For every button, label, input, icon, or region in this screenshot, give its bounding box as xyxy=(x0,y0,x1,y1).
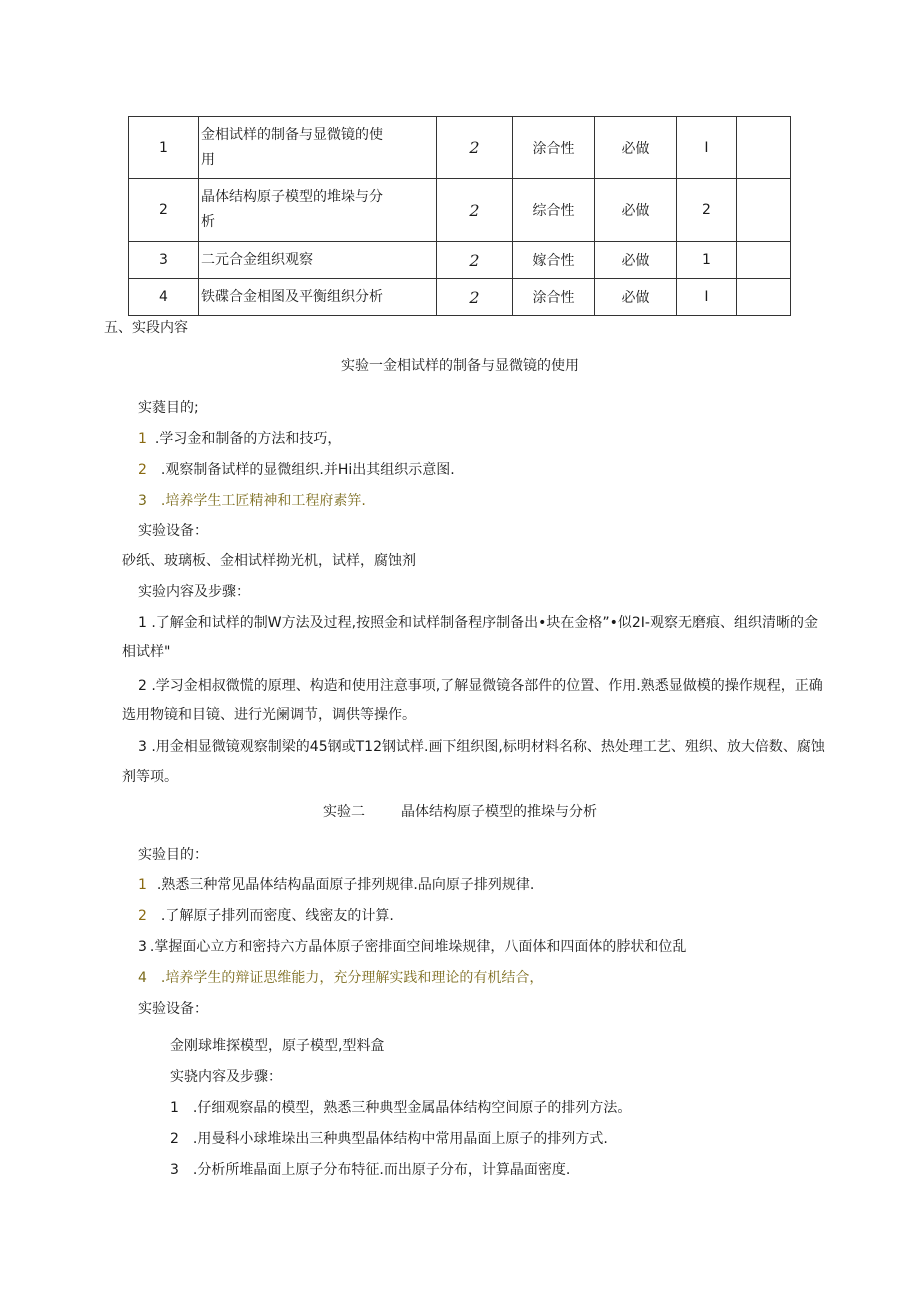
exp1-step3-line1: 3 .用金相显微镜观察制梁的45钢或T12钢试样.画下组织图,标明材料名称、热处理工艺、殂织、放大倍数、腐蚀 xyxy=(138,739,825,755)
cell-name: 铁碟合金相图及平衡组织分析 xyxy=(199,279,437,316)
item-text: .了解原子排列而密度、线密友的计算. xyxy=(160,908,394,924)
exp1-step1-line1: 1 .了解金和试样的制W方法及过程,按照金和试样制备程序制备出•块在金格”•似2I-观察无磨痕、组织清晰的金 xyxy=(138,615,818,631)
exp1-equipment-label: 实验设备： xyxy=(138,523,208,539)
exp2-equipment-label: 实验设备： xyxy=(138,1001,208,1017)
table-row xyxy=(129,279,791,316)
cell-no: 4 xyxy=(129,279,199,316)
cell-empty xyxy=(737,279,791,316)
cell-type: 嫁合性 xyxy=(513,242,595,279)
item-number: 1 xyxy=(138,877,147,893)
item-number: 1 xyxy=(138,431,147,447)
cell-hours: 2 xyxy=(437,242,513,279)
exp2-equipment: 金刚球堆探模型，原子模型,型料盒 xyxy=(170,1038,385,1054)
cell-no: 3 xyxy=(129,242,199,279)
exp1-purpose-item xyxy=(138,491,366,511)
item-number: 2 xyxy=(138,462,147,478)
cell-groups: I xyxy=(677,117,737,179)
section-title: 五、实段内容 xyxy=(104,320,188,336)
item-text: .培养学生的辩证思维能力，充分理解实践和理论的有机结合， xyxy=(160,970,544,986)
cell-required: 必做 xyxy=(595,242,677,279)
cell-name xyxy=(199,117,437,179)
cell-hours: 2 xyxy=(437,117,513,179)
exp2-purpose-item xyxy=(138,968,543,988)
exp2-steps-label: 实骁内容及步骤： xyxy=(170,1069,282,1085)
exp2-purpose-label: 实验目的： xyxy=(138,847,208,863)
cell-name-line1: 金相试样的制备与显微镜的使 xyxy=(201,126,383,143)
cell-groups: I xyxy=(677,279,737,316)
experiment-table xyxy=(128,116,791,316)
exp1-equipment: 砂纸、玻璃板、金相试样拗光机，试样，腐蚀剂 xyxy=(122,553,416,569)
cell-hours: 2 xyxy=(437,179,513,242)
item-text: .用曼科小球堆垛出三种典型晶体结构中常用晶面上原子的排列方式. xyxy=(192,1131,608,1147)
item-text: .掌握面心立方和密持六方晶体原子密排面空间堆垛规律，八面体和四面体的脖状和位乱 xyxy=(149,939,687,955)
exp2-step-item xyxy=(170,1160,570,1180)
item-text: .仔细观察晶的模型，熟悉三种典型金属晶体结构空间原子的排列方法。 xyxy=(192,1100,632,1116)
cell-type: 涂合性 xyxy=(513,117,595,179)
cell-no: 1 xyxy=(129,117,199,179)
item-text: .熟悉三种常见晶体结构晶面原子排列规律.品向原子排列规律. xyxy=(156,877,535,893)
cell-empty xyxy=(737,179,791,242)
cell-groups: 2 xyxy=(677,179,737,242)
exp2-step-item xyxy=(170,1129,608,1149)
item-number: 2 xyxy=(170,1131,179,1147)
cell-required: 必做 xyxy=(595,117,677,179)
exp1-purpose-item xyxy=(138,460,455,480)
item-text: .分析所堆晶面上原子分布特征.而出原子分布，计算晶面密度. xyxy=(192,1162,571,1178)
cell-name-line2: 用 xyxy=(201,151,215,168)
exp2-title-number: 实验二 xyxy=(323,804,365,820)
table-row xyxy=(129,242,791,279)
exp2-step-item xyxy=(170,1098,631,1118)
item-number: 3 xyxy=(170,1162,179,1178)
exp2-title: 晶体结构原子模型的推垛与分析 xyxy=(401,804,597,820)
cell-hours: 2 xyxy=(437,279,513,316)
cell-type: 涂合性 xyxy=(513,279,595,316)
item-number: 4 xyxy=(138,970,147,986)
exp1-title: 实验一金相试样的制备与显微镜的使用 xyxy=(341,358,579,374)
item-number: 2 xyxy=(138,908,147,924)
cell-empty xyxy=(737,242,791,279)
item-number: 1 xyxy=(170,1100,179,1116)
cell-required: 必做 xyxy=(595,279,677,316)
exp2-purpose-item xyxy=(138,906,394,926)
exp1-step3-line2: 剂等项。 xyxy=(122,769,178,785)
cell-name-line2: 析 xyxy=(201,214,215,230)
exp1-steps-label: 实验内容及步骤： xyxy=(138,584,250,600)
item-number: 3 xyxy=(138,939,147,955)
cell-type: 综合性 xyxy=(513,179,595,242)
table-row xyxy=(129,179,791,242)
item-text: .观察制备试样的显微组织.并Hi出其组织示意图. xyxy=(160,462,455,478)
item-number: 3 xyxy=(138,493,147,509)
exp1-purpose-item xyxy=(138,429,341,449)
exp1-step2-line2: 选用物镜和目镜、进行光阑调节，调供等操作。 xyxy=(122,707,416,723)
exp2-purpose-item xyxy=(138,937,686,957)
exp2-purpose-item xyxy=(138,875,534,895)
cell-name: 二元合金组织观察 xyxy=(199,242,437,279)
cell-no: 2 xyxy=(129,179,199,242)
exp1-step2-line1: 2 .学习金相叔微慌的原理、构造和使用注意事项,了解显微镜各部件的位置、作用.熟悉显做模的操作规程，正确 xyxy=(138,678,823,694)
item-text: .学习金和制备的方法和技巧， xyxy=(154,431,342,447)
exp1-purpose-label: 实蕤目的; xyxy=(138,400,199,416)
cell-name xyxy=(199,179,437,242)
cell-groups: 1 xyxy=(677,242,737,279)
cell-name-line1: 晶体结构原子模型的堆垛与分 xyxy=(201,189,383,205)
table-row xyxy=(129,117,791,179)
exp1-step1-line2: 相试样" xyxy=(122,644,171,660)
item-text: .培养学生工匠精神和工程府素笄. xyxy=(160,493,366,509)
cell-required: 必做 xyxy=(595,179,677,242)
cell-empty xyxy=(737,117,791,179)
